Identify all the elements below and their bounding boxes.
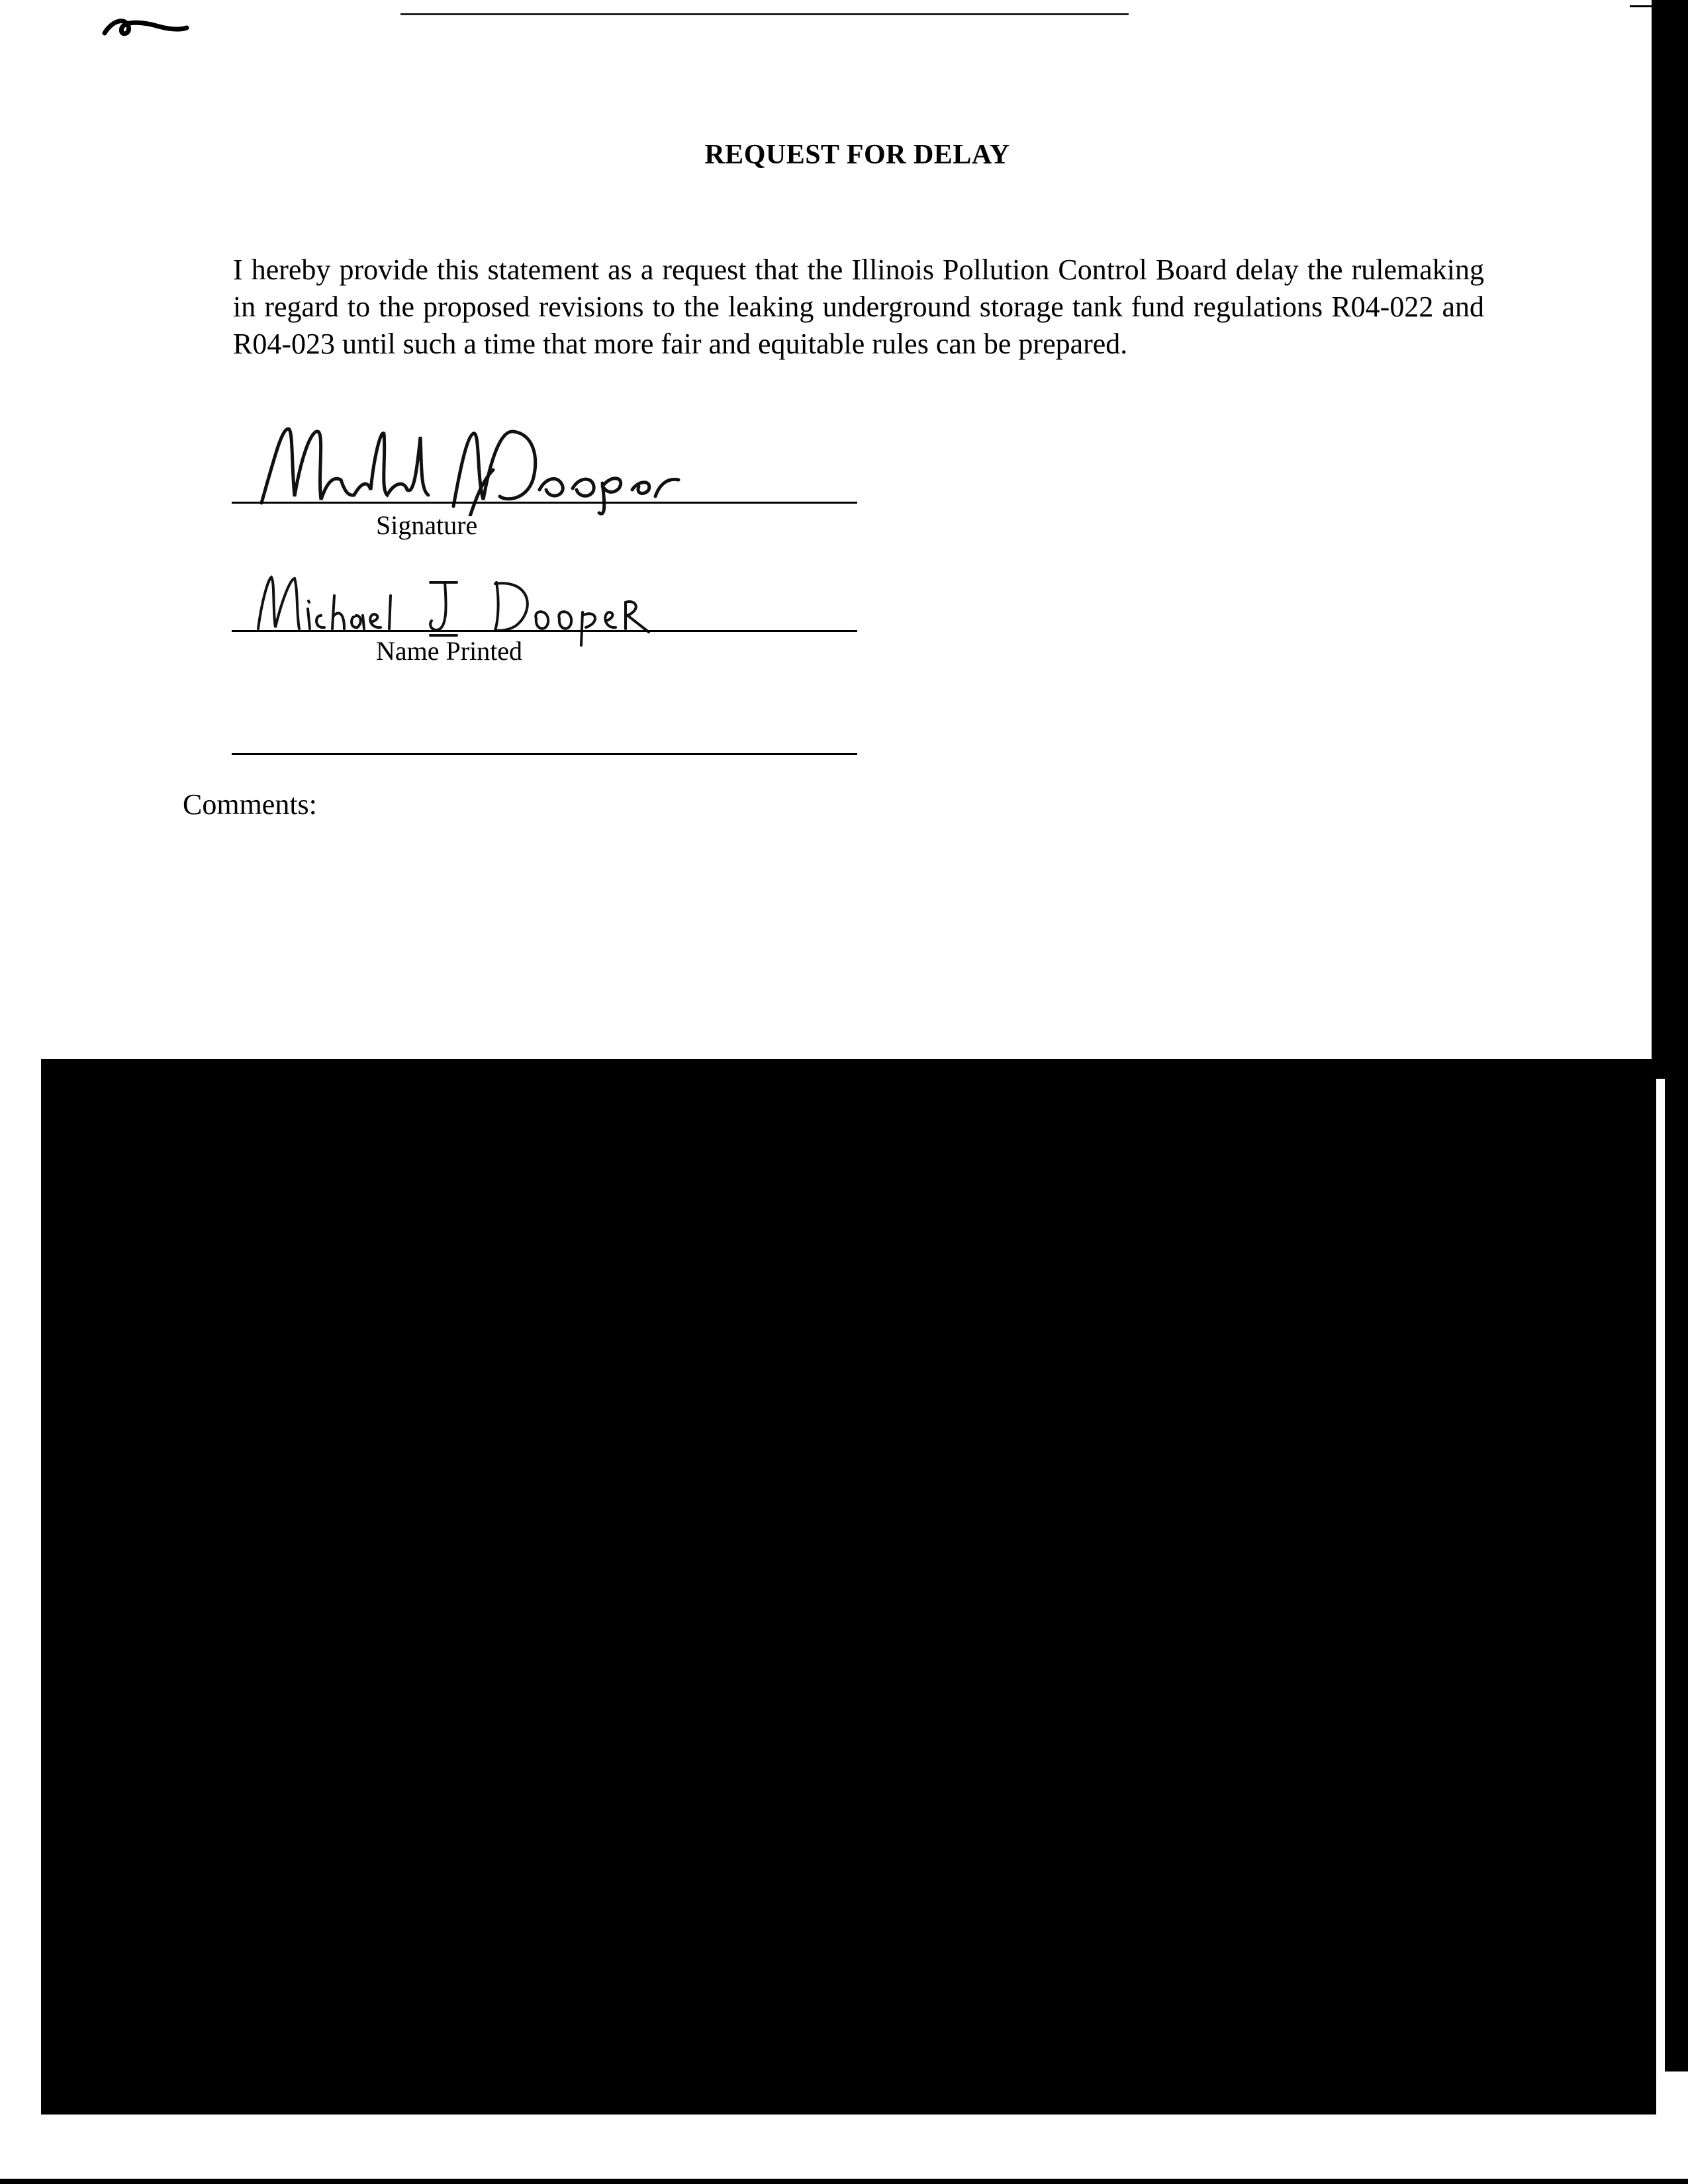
blank-line <box>232 753 857 755</box>
scan-edge-bottom <box>0 2179 1688 2184</box>
scan-edge-tick <box>1630 5 1652 7</box>
scan-edge-right-lower <box>1665 1079 1688 2071</box>
statement-paragraph: I hereby provide this statement as a request that the Illinois Pollution Control Board delay the rulemaking in regard to the proposed revisions to the leaking underground storage tank fund regulations R04-022 and R04-023 until such a time that more fair and equitable rules can be prepared. <box>233 253 1484 360</box>
redaction-block <box>41 1059 1656 2115</box>
signature-block <box>232 404 857 549</box>
top-rule <box>400 13 1129 15</box>
handwritten-mark <box>99 8 192 41</box>
name-printed-block <box>232 569 857 668</box>
comments-label: Comments: <box>183 788 317 821</box>
name-printed-line <box>232 630 857 632</box>
name-printed-caption: Name Printed <box>376 636 523 666</box>
document-title: REQUEST FOR DELAY <box>704 140 1010 170</box>
signature-caption: Signature <box>376 510 478 540</box>
signature-line <box>232 502 857 504</box>
